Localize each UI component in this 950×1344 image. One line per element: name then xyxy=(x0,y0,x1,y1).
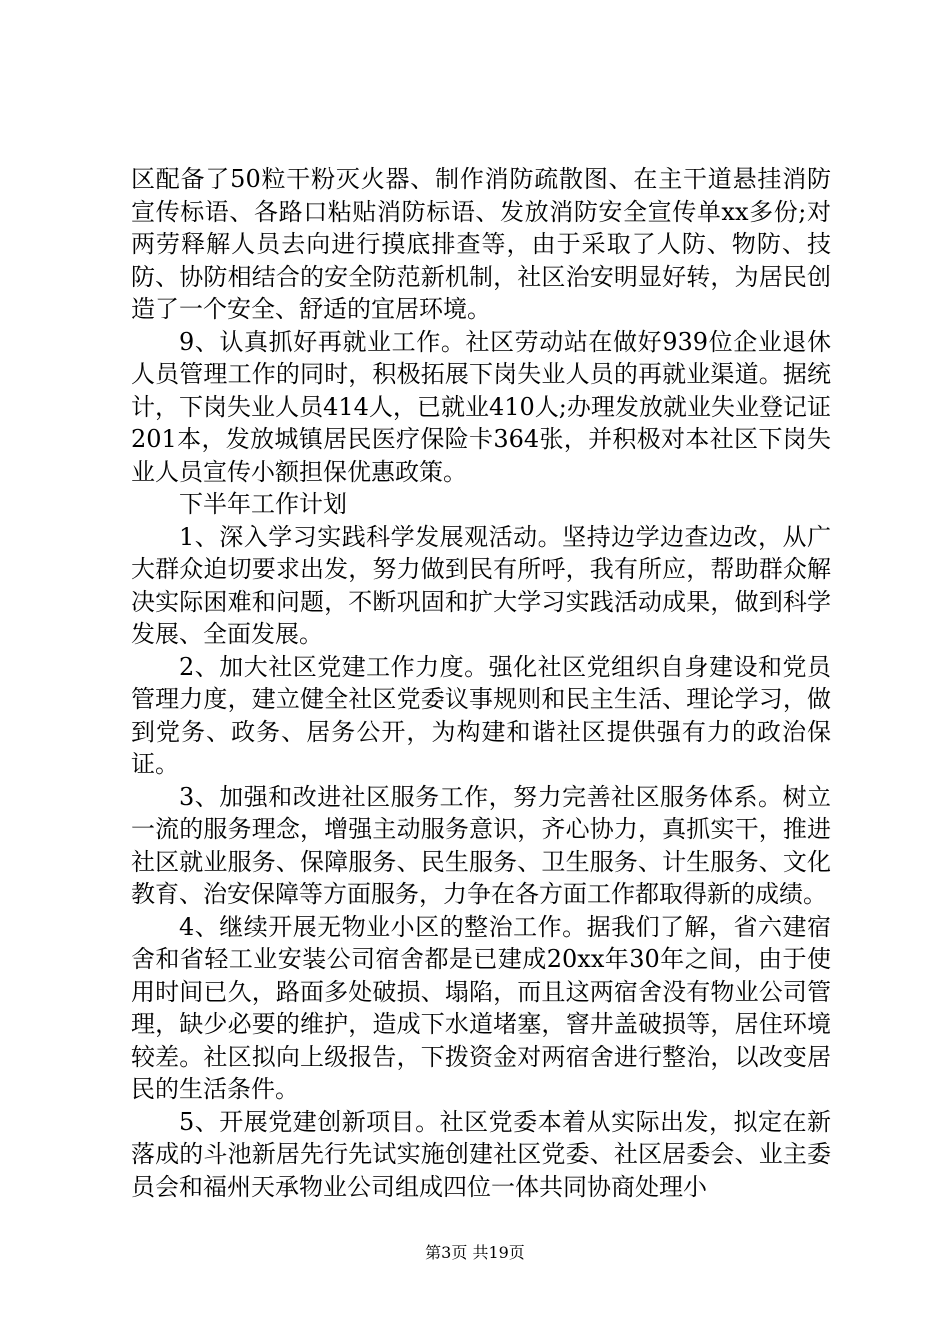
paragraph-5: 3、加强和改进社区服务工作，努力完善社区服务体系。树立一流的服务理念，增强主动服务意识，齐心协力，真抓实干，推进社区就业服务、保障服务、民生服务、卫生服务、计生服务、文化教育、治安保障等方面服务，力争在各方面工作都取得新的成绩。 xyxy=(131,782,831,908)
paragraph-4: 2、加大社区党建工作力度。强化社区党组织自身建设和党员管理力度，建立健全社区党委议事规则和民主生活、理论学习，做到党务、政务、居务公开，为构建和谐社区提供强有力的政治保证。 xyxy=(131,652,831,778)
paragraph-1: 区配备了50粒干粉灭火器、制作消防疏散图、在主干道悬挂消防宣传标语、各路口粘贴消防标语、发放消防安全宣传单xx多份;对两劳释解人员去向进行摸底排查等，由于采取了人防、物防、技防、协防相结合的安全防范新机制，社区治安明显好转，为居民创造了一个安全、舒适的宜居环境。 xyxy=(131,165,831,323)
section-heading: 下半年工作计划 xyxy=(179,490,347,518)
document-body xyxy=(131,163,831,1203)
paragraph-3: 1、深入学习实践科学发展观活动。坚持边学边查边改，从广大群众迫切要求出发，努力做到民有所呼，我有所应，帮助群众解决实际困难和问题，不断巩固和扩大学习实践活动成果，做到科学发展、全面发展。 xyxy=(131,522,831,648)
page-number-label: 第3页 共19页 xyxy=(425,1243,525,1262)
page-footer xyxy=(0,1243,950,1263)
paragraph-7: 5、开展党建创新项目。社区党委本着从实际出发，拟定在新落成的斗池新居先行先试实施创建社区党委、社区居委会、业主委员会和福州天承物业公司组成四位一体共同协商处理小 xyxy=(131,1107,831,1201)
paragraph-2: 9、认真抓好再就业工作。社区劳动站在做好939位企业退休人员管理工作的同时，积极拓展下岗失业人员的再就业渠道。据统计，下岗失业人员414人，已就业410人;办理发放就业失业登记证201本，发放城镇居民医疗保险卡364张，并积极对本社区下岗失业人员宣传小额担保优惠政策。 xyxy=(131,327,831,486)
paragraph-6: 4、继续开展无物业小区的整治工作。据我们了解，省六建宿舍和省轻工业安装公司宿舍都是已建成20xx年30年之间，由于使用时间已久，路面多处破损、塌陷，而且这两宿舍没有物业公司管理，缺少必要的维护，造成下水道堵塞，窨井盖破损等，居住环境较差。社区拟向上级报告，下拨资金对两宿舍进行整治，以改变居民的生活条件。 xyxy=(131,912,831,1103)
